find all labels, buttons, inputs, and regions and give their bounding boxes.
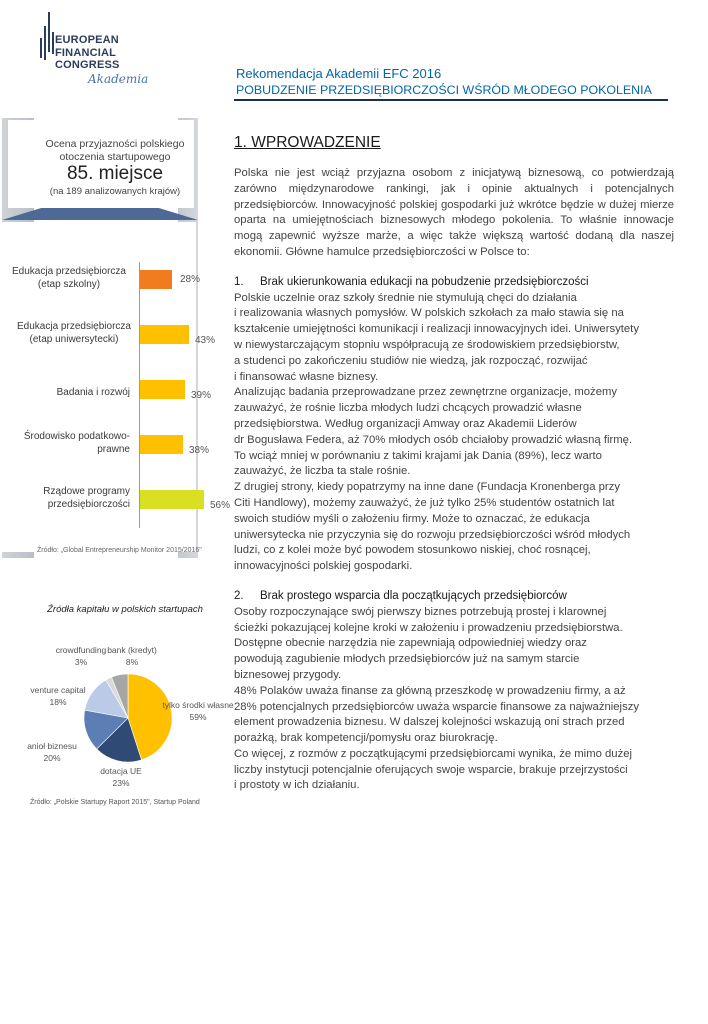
bar-category-label: Rządowe programy przedsiębiorczości (43, 486, 130, 510)
subsection-1-line: ludzi, co z kolei może być powodem stosunkowo niskiej, choć rosnącej, (234, 544, 591, 557)
subsection-2-number: 2. (234, 589, 244, 602)
section-heading: 1. WPROWADZENIE (234, 134, 381, 151)
ocena-line-1: Ocena przyjazności polskiego (45, 138, 185, 150)
subsection-2-line: 48% Polaków uważa finanse za główną przeszkodę w prowadzeniu firmy, a aż (234, 684, 626, 697)
bar-category-label: Edukacja przedsiębiorcza (etap szkolny) (12, 266, 126, 290)
subsection-1-line: swoich studiów myśli o założeniu firmy. Może to oznaczać, że edukacja (234, 512, 590, 525)
rank-value: 85. miejsce (66, 163, 164, 184)
pie-chart-title: Źródła kapitału w polskich startupach (47, 604, 203, 615)
subsection-1-title: Brak ukierunkowania edukacji na pobudzenie przedsiębiorczości (260, 275, 589, 288)
subsection-1-line: kształcenie umiejętności komunikacji i realizacji innowacyjnych idei. Uniwersytety (234, 323, 639, 336)
pie-chart-source: Źródło: „Polskie Startupy Raport 2015", Startup Poland (30, 799, 200, 806)
bar-5 (140, 490, 204, 509)
subsection-2-line: powodują zagubienie młodych przedsiębiorców już na samym starcie (234, 653, 580, 666)
ocena-line-2: otoczenia startupowego (59, 151, 171, 163)
subsection-1-line: a studenci po zakończeniu studiów nie wiedzą, jak rozpocząć, rozwijać (234, 354, 588, 367)
subsection-2-line: element prowadzenia biznesu. W dalszej kolejności wskazują oni strach przed (234, 716, 625, 729)
subsection-1-line: innowacyjności polskiej gospodarki. (234, 560, 413, 573)
pie-slice-label: crowdfunding (55, 645, 107, 655)
bar-category-label: Środowisko podatkowo- prawne (23, 431, 130, 455)
subsection-1-heading (234, 275, 674, 291)
bar-1 (140, 270, 172, 289)
bar-value-label: 43% (195, 335, 216, 346)
pie-slice-percent: 18% (49, 697, 67, 707)
pie-slice-label: venture capital (30, 685, 86, 695)
bar-value-label: 39% (191, 390, 212, 401)
bar-3 (140, 380, 185, 399)
subsection-1-number: 1. (234, 275, 244, 288)
bar-4 (140, 435, 183, 454)
subsection-1-line: i realizowania własnych pomysłów. W polskich szkołach za mało stawia się na (234, 307, 624, 320)
subsection-2-line: i prostoty w ich działaniu. (234, 779, 360, 792)
pie-slice-percent: 8% (125, 657, 139, 667)
subsection-2-line: liczby instytucji potencjalnie oferujących swoje wsparcie, brakuje przejrzystości (234, 763, 628, 776)
logo-line-2: FINANCIAL (55, 46, 117, 59)
pie-slice-percent: 3% (74, 657, 88, 667)
logo-line-3: CONGRESS (55, 59, 120, 71)
bar-value-label: 38% (189, 445, 210, 456)
rank-subtitle: (na 189 analizowanych krajów) (49, 186, 181, 197)
pie-slice-label: dotacja UE (100, 766, 142, 776)
subsection-1-line: Polskie uczelnie oraz szkoły średnie nie stymulują chęci do działania (234, 291, 577, 304)
subsection-2-line: ścieżki pokazującej kolejne kroki w założeniu i prowadzeniu przedsiębiorstwa. (234, 621, 623, 634)
bar-category-label: Edukacja przedsiębiorcza (etap uniwersytecki) (17, 321, 131, 345)
pie-slice-label: anioł biznesu (27, 741, 77, 751)
subsection-2-line: Dostępne obecnie narzędzia nie zapewniają odpowiedniej wiedzy oraz (234, 637, 587, 650)
pie-slice-percent: 23% (112, 778, 130, 788)
subsection-2-body (234, 605, 674, 795)
subsection-1-line: dr Bogusława Federa, aż 70% młodych osób chciałoby prowadzić własną firmę. (234, 433, 633, 446)
bar-chart (0, 0, 230, 560)
subsection-1-line: uniwersytecka nie przyczynia się do rozwoju przedsiębiorczości wśród młodych (234, 528, 631, 541)
logo-line-1: EUROPEAN (55, 34, 119, 46)
subsection-1-body (234, 291, 674, 575)
bar-chart-source: Źródło: „Global Entrepreneurship Monitor 2015/2016" (37, 547, 202, 554)
subsection-1-line: Citi Handlowy), możemy zauważyć, że już tylko 25% studentów ostatnich lat (234, 496, 615, 509)
pie-slice-label: bank (kredyt) (107, 645, 157, 655)
header-title-2: POBUDZENIE PRZEDSIĘBIORCZOŚCI WŚRÓD MŁODEGO POKOLENIA (236, 83, 652, 97)
pie-slice-label: tylko środki własne (162, 700, 234, 710)
document-header (236, 66, 668, 98)
intro-paragraph: Polska nie jest wciąż przyjazna osobom z inicjatywą biznesową, co potwierdzają zarówno międzynarodowe rankingi, jak i opinie aktualnych i potencjalnych przedsiębiorców. Innowacyjność polskiej gospodarki już wkrótce będzie w dużej mierze oparta na umiejętnościach biznesowych młodego pokolenia. To właśnie innowacje mogą zapewnić wyższe marże, a więc także większą wartość dodaną dla naszej ekonomii. Główne hamulce przedsiębiorczości w Polsce to: (234, 167, 674, 258)
subsection-2-line: Co więcej, z rozmów z początkującymi przedsiębiorcami wynika, że mimo dużej (234, 747, 633, 760)
subsection-1-line: i finansować własne biznesy. (234, 370, 379, 383)
subsection-2-title: Brak prostego wsparcia dla początkujących przedsiębiorców (260, 589, 567, 602)
header-title-1: Rekomendacja Akademii EFC 2016 (236, 66, 442, 81)
main-content (234, 134, 674, 794)
subsection-1-line: przedsiębiorstwa. Według organizacji Amway oraz Akademii Liderów (234, 417, 577, 430)
header-rule (234, 99, 668, 101)
subsection-2-line: porażką, brak kompetencji/pomysłu oraz biurokrację. (234, 732, 498, 745)
logo-script: Akademia (88, 72, 149, 86)
bar-value-label: 56% (210, 500, 231, 511)
subsection-2-line: 28% potencjalnych przedsiębiorców uważa wsparcie finansowe za najważniejszy (234, 700, 640, 713)
pie-slice-percent: 59% (189, 712, 207, 722)
subsection-1-line: Z drugiej strony, kiedy popatrzymy na inne dane (Fundacja Kronenberga przy (234, 481, 620, 494)
bar-value-label: 28% (180, 274, 201, 285)
subsection-1-line: To wciąż mniej w porównaniu z takimi krajami jak Dania (89%), lecz warto (234, 449, 602, 462)
subsection-1-line: zauważyć, że liczba ta stale rośnie. (234, 465, 411, 478)
subsection-2-heading (234, 589, 674, 605)
pie-chart (0, 640, 234, 800)
subsection-2-line: Osoby rozpoczynające swój pierwszy biznes potrzebują prostej i klarownej (234, 605, 607, 618)
subsection-1-line: w niewystarczającym stopniu współpracują ze środowiskiem przedsiębiorstw, (234, 338, 620, 351)
subsection-2-line: biznesowej przygody. (234, 668, 342, 681)
subsection-1-line: zauważyć, że rośnie liczba młodych ludzi chcących prowadzić własne (234, 402, 582, 415)
bar-category-label: Badania i rozwój (56, 387, 130, 398)
pie-slice-percent: 20% (43, 753, 61, 763)
subsection-1-line: Analizując badania przeprowadzane przez zewnętrzne organizacje, możemy (234, 386, 618, 399)
